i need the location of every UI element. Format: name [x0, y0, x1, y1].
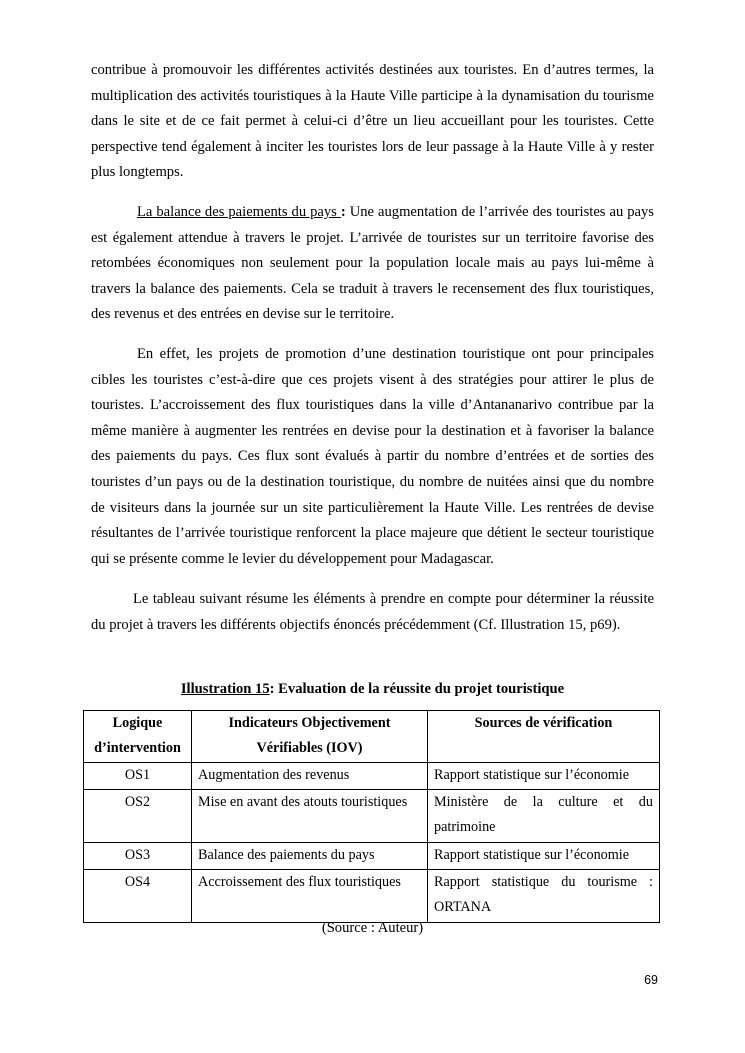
table-row — [84, 763, 660, 790]
balance-body: Une augmentation de l’arrivée des touristes au pays est également attendue à travers le projet. L’arrivée de touristes sur un territoire favorise des retombées économiques non seulement pour la population locale mais au pays lui-même à travers la balance des paiements. Cela se traduit à travers le recensement des flux touristiques, des revenus et des entrées en devise sur le territoire. — [91, 204, 654, 323]
paragraph-balance-of-payments — [91, 200, 654, 328]
cell-source: Ministère de la culture et du patrimoine — [428, 790, 660, 843]
source-note: (Source : Auteur) — [321, 920, 424, 936]
cell-objective: OS3 — [84, 843, 192, 870]
cell-indicator: Mise en avant des atouts touristiques — [192, 790, 428, 843]
table-row — [84, 843, 660, 870]
table-header-row — [84, 711, 660, 763]
cell-source: Rapport statistique sur l’économie — [428, 763, 660, 790]
header-sources: Sources de vérification — [428, 711, 660, 763]
page-number: 69 — [644, 973, 658, 987]
table-caption — [0, 681, 745, 698]
paragraph-table-intro: Le tableau suivant résume les éléments à prendre en compte pour déterminer la réussite du projet à travers les différents objectifs énoncés précédemment (Cf. Illustration 15, p69). — [91, 591, 654, 633]
cell-indicator: Balance des paiements du pays — [192, 843, 428, 870]
cell-indicator: Augmentation des revenus — [192, 763, 428, 790]
evaluation-table — [83, 710, 660, 923]
paragraph-promotion: En effet, les projets de promotion d’une destination touristique ont pour principales cibles les touristes c’est-à-dire que ces projets visent à des stratégies pour attirer le plus de touristes. L’accroissement des flux touristiques dans la ville d’Antananarivo contribue par la même manière à augmenter les rentrées en devise pour la destination et à favoriser la balance des paiements du pays. Ces flux sont évalués à partir du nombre d’entrées et de sorties des touristes d’un pays ou de la destination touristique, du nombre de nuitées ainsi que du nombre de visiteurs dans la journée sur un site particulièrement la Haute Ville. Les rentrées de devise résultantes de l’arrivée touristique renforcent la place majeure que détient le secteur touristique qui se présente comme le levier du développement pour Madagascar. — [91, 346, 654, 567]
paragraph-activities: contribue à promouvoir les différentes activités destinées aux touristes. En d’autres termes, la multiplication des activités touristiques à la Haute Ville participe à la dynamisation du tourisme dans le site et de ce fait permet à celui-ci d’être un lieu accueillant pour les touristes. Cette perspective tend également à inciter les touristes lors de leur passage à la Haute Ville à y rester plus longtemps. — [91, 62, 654, 181]
cell-indicator: Accroissement des flux touristiques — [192, 870, 428, 923]
balance-heading: La balance des paiements du pays — [137, 204, 341, 220]
header-logic: Logique d’intervention — [84, 711, 192, 763]
caption-title: : Evaluation de la réussite du projet touristique — [269, 681, 565, 697]
caption-label: Illustration 15 — [180, 681, 270, 697]
table-row — [84, 790, 660, 843]
header-indicators: Indicateurs Objectivement Vérifiables (IOV) — [192, 711, 428, 763]
table-row — [84, 870, 660, 923]
cell-objective: OS1 — [84, 763, 192, 790]
cell-objective: OS4 — [84, 870, 192, 923]
cell-source: Rapport statistique sur l’économie — [428, 843, 660, 870]
balance-colon: : — [340, 204, 346, 220]
cell-source: Rapport statistique du tourisme : ORTANA — [428, 870, 660, 923]
cell-objective: OS2 — [84, 790, 192, 843]
